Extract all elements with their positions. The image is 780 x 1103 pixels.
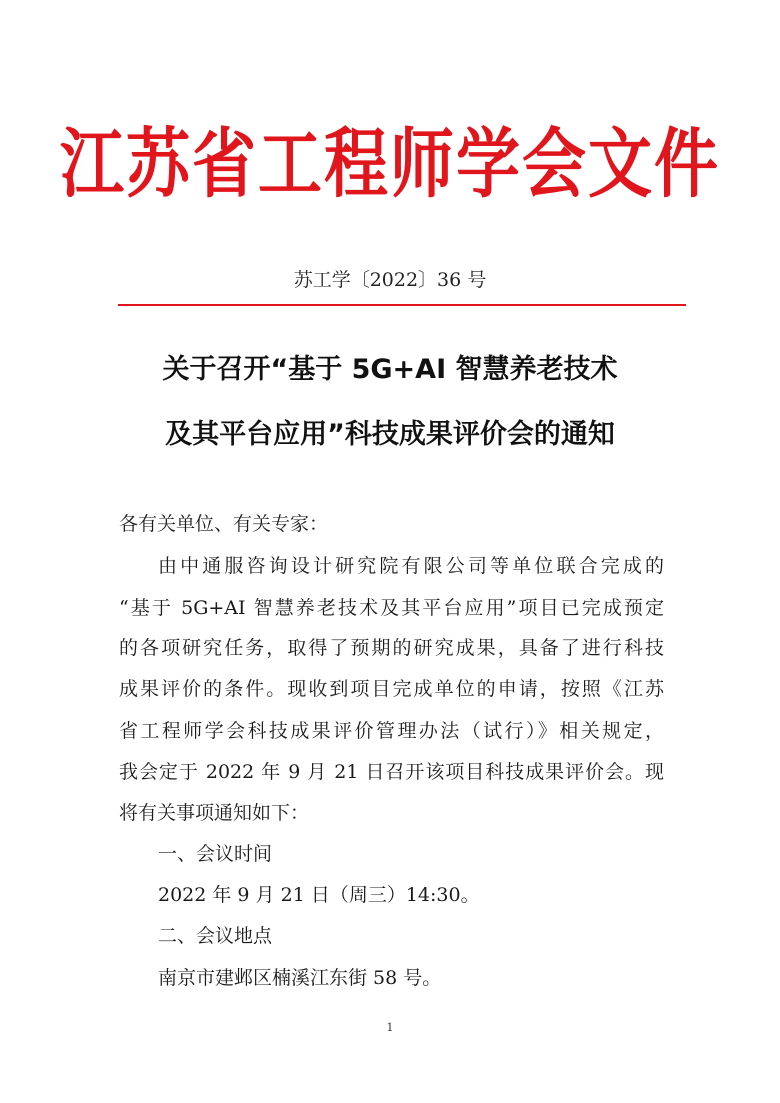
paragraph-line: 省工程师学会科技成果评价管理办法（试行）》相关规定，	[119, 720, 664, 742]
paragraph-line: 的各项研究任务，取得了预期的研究成果，具备了进行科技	[119, 637, 664, 659]
page-number: 1	[386, 1021, 394, 1034]
masthead: 江苏省工程师学会文件	[60, 121, 720, 209]
red-divider	[118, 304, 686, 306]
paragraph-line: 我会定于 2022 年 9 月 21 日召开该项目科技成果评价会。现	[119, 761, 664, 783]
section-heading-time: 一、会议时间	[158, 843, 273, 865]
notice-title-line-1: 关于召开“基于 5G+AI 智慧养老技术	[162, 354, 618, 385]
paragraph-line: “基于 5G+AI 智慧养老技术及其平台应用”项目已完成预定	[119, 597, 664, 619]
notice-title-line-2: 及其平台应用”科技成果评价会的通知	[165, 419, 615, 450]
paragraph-line: 将有关事项通知如下：	[119, 802, 310, 824]
paragraph-line: 成果评价的条件。现收到项目完成单位的申请，按照《江苏	[119, 678, 664, 700]
section-heading-location: 二、会议地点	[158, 925, 273, 947]
salutation: 各有关单位、有关专家：	[119, 513, 329, 535]
paragraph-line: 由中通服咨询设计研究院有限公司等单位联合完成的	[158, 555, 664, 577]
meeting-location: 南京市建邺区楠溪江东街 58 号。	[158, 967, 442, 989]
document-number: 苏工学〔2022〕36 号	[293, 269, 487, 291]
meeting-time: 2022 年 9 月 21 日（周三）14:30。	[158, 884, 480, 906]
